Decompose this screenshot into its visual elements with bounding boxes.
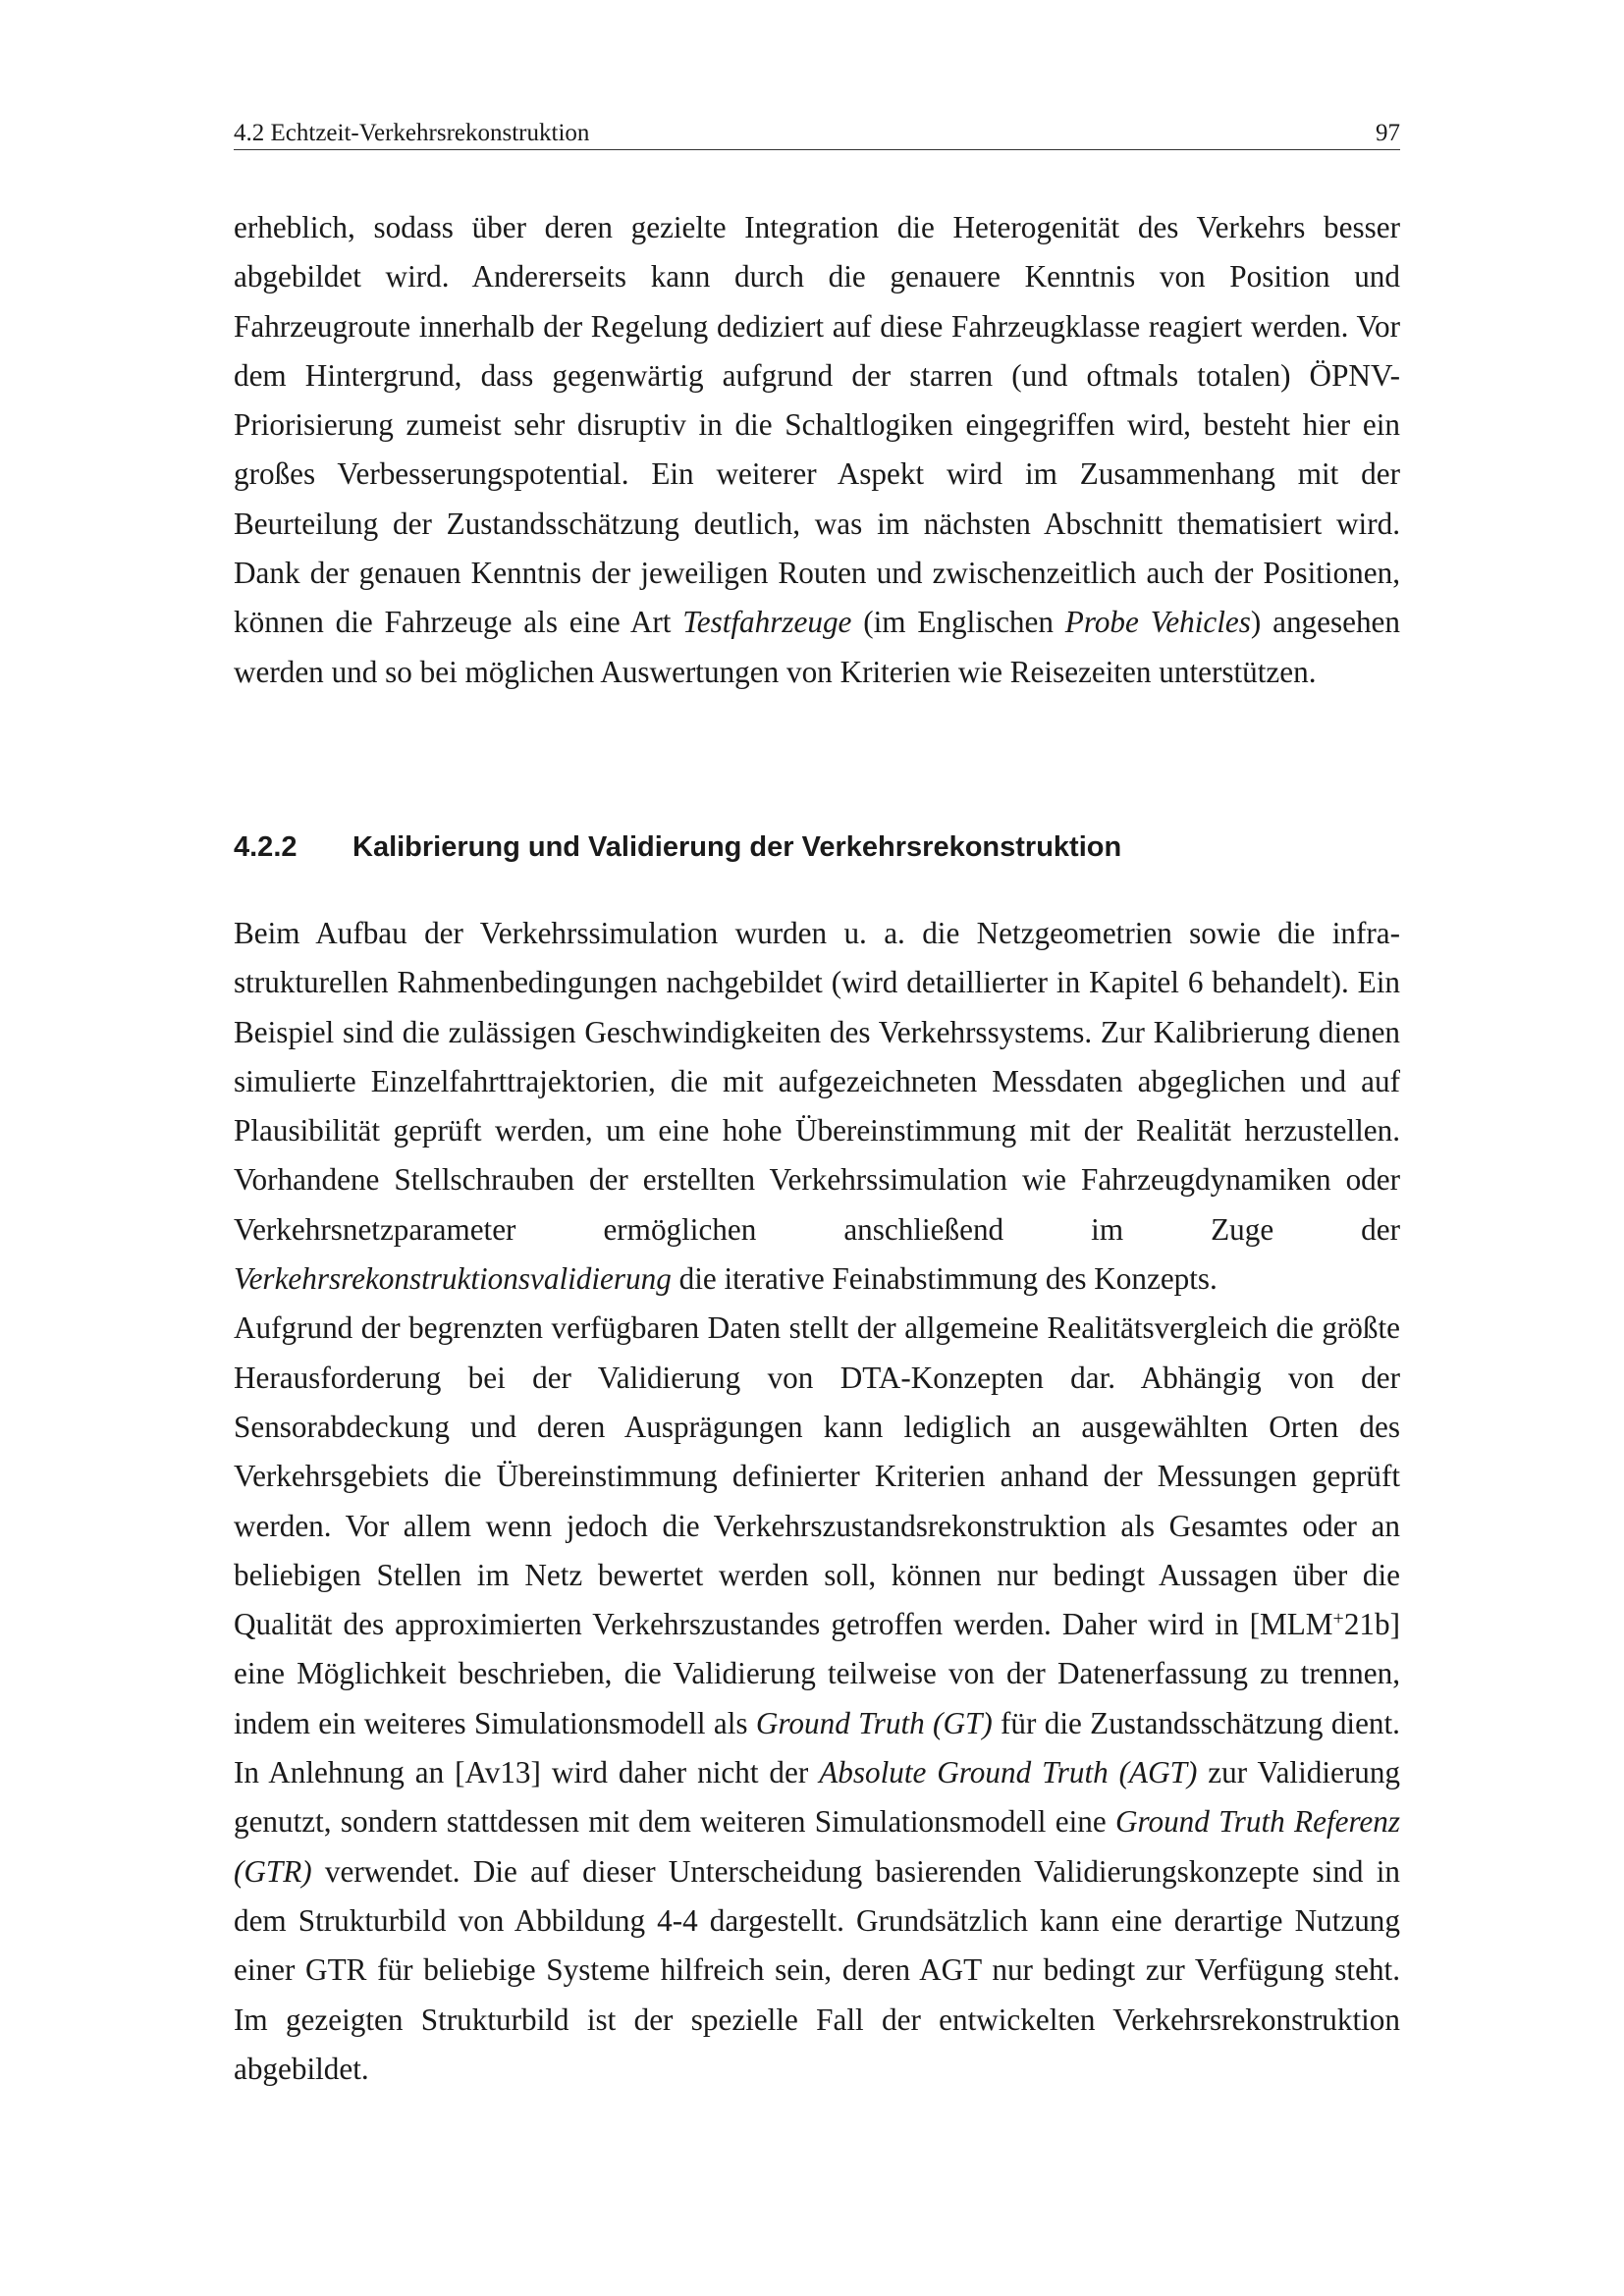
text-run: verwendet. Die auf dieser Unterscheidung basierenden Validierungskonzepte sind in dem Strukturbild von Abbildung 4-4 dargestellt. Grundsätzlich kann eine derartige Nutzung einer GTR für beliebige Systeme hilfreich sein, deren AGT nur bedingt zur Verfügung steht. Im gezeigten Strukturbild ist der spezielle Fall der entwickelten Verkehrsrekonstruktion abgebildet. xyxy=(234,1853,1400,2086)
intro-paragraph xyxy=(234,203,1400,697)
text-run: ) angesehen werden und so bei möglichen Auswertungen von Kriterien wie Reisezeiten unterstützen. xyxy=(234,605,1400,689)
paragraph-calibration xyxy=(234,909,1400,1304)
page-number: 97 xyxy=(1376,120,1400,146)
section-body xyxy=(234,909,1400,2094)
italic-term: Testfahrzeuge xyxy=(682,605,852,640)
page-header xyxy=(234,110,1400,150)
paragraph xyxy=(234,203,1400,697)
paragraph-validation xyxy=(234,1304,1400,2094)
text-run: Beim Aufbau der Verkehrssimulation wurden u. a. die Netzgeometrien sowie die infrastrukturellen Rahmenbedingungen nachgebildet (wird detaillierter in Kapitel 6 behandelt). Ein Beispiel sind die zulässigen Geschwindigkeiten des Verkehrssystems. Zur Kalibrierung dienen simulierte Einzelfahrttrajektorien, die mit aufgezeichneten Messdaten abgeglichen und auf Plausibilität geprüft werden, um eine hohe Übereinstimmung mit der Realität herzustellen. Vorhandene Stellschrauben der erstellten Verkehrssimulation wie Fahrzeugdynamiken oder Verkehrsnetzparameter ermöglichen anschließend im Zuge der xyxy=(234,916,1400,1247)
text-run: für die Zustandsschätzung dient. In Anlehnung an [Av13] wird daher nicht der xyxy=(234,1705,1400,1790)
text-run: (im Englischen xyxy=(851,605,1065,640)
text-run: 21b] eine Möglichkeit beschrieben, die Validierung teilweise von der Datenerfassung zu trennen, indem ein weiteres Simulationsmodell als xyxy=(234,1607,1400,1740)
citation-superscript: + xyxy=(1332,1608,1344,1630)
text-run: Aufgrund der begrenzten verfügbaren Daten stellt der allgemeine Realitätsvergleich die größte Herausforderung bei der Validierung von DTA-Konzepten dar. Abhängig von der Sensorabdeckung und deren Ausprägungen kann lediglich an ausgewählten Orten des Verkehrsgebiets die Übereinstimmung definierter Kriterien anhand der Messungen geprüft werden. Vor allem wenn jedoch die Verkehrszustandsrekonstruktion als Gesamtes oder an beliebigen Stellen im Netz bewertet werden soll, können nur bedingt Aussagen über die Qualität des approximierten Verkehrszustandes getroffen werden. Daher wird in [MLM xyxy=(234,1310,1400,1642)
italic-term: Ground Truth (GT) xyxy=(755,1705,993,1740)
running-title: 4.2 Echtzeit-Verkehrsrekonstruktion xyxy=(234,120,590,146)
text-run: erheblich, sodass über deren gezielte Integration die Heterogenität des Verkehrs besser abgebildet wird. Andererseits kann durch die genauere Kenntnis von Position und Fahrzeugroute innerhalb der Regelung dediziert auf diese Fahrzeugklasse reagiert werden. Vor dem Hintergrund, dass gegenwärtig aufgrund der starren (und oftmals totalen) ÖPNV-Priorisierung zumeist sehr disruptiv in die Schaltlogiken eingegriffen wird, besteht hier ein großes Verbesserungspotential. Ein weiterer Aspekt wird im Zusammenhang mit der Beurteilung der Zustandsschätzung deutlich, was im nächsten Abschnitt thematisiert wird. Dank der genauen Kenntnis der jeweiligen Routen und zwischenzeitlich auch der Positionen, können die Fahrzeuge als eine Art xyxy=(234,210,1400,640)
section-title: Kalibrierung und Validierung der Verkehrsrekonstruktion xyxy=(352,831,1122,863)
text-run: die iterative Feinabstimmung des Konzepts. xyxy=(671,1261,1218,1297)
section-heading xyxy=(234,828,1400,867)
text-run: zur Validierung genutzt, sondern stattdessen mit dem weiteren Simulationsmodell eine xyxy=(234,1755,1401,1840)
italic-term: Ground Truth Referenz (GTR) xyxy=(234,1804,1400,1889)
section-number: 4.2.2 xyxy=(234,831,298,863)
italic-term: Probe Vehicles xyxy=(1064,605,1251,640)
italic-term: Verkehrsrekonstruktionsvalidierung xyxy=(234,1261,672,1297)
italic-term: Absolute Ground Truth (AGT) xyxy=(819,1755,1198,1790)
